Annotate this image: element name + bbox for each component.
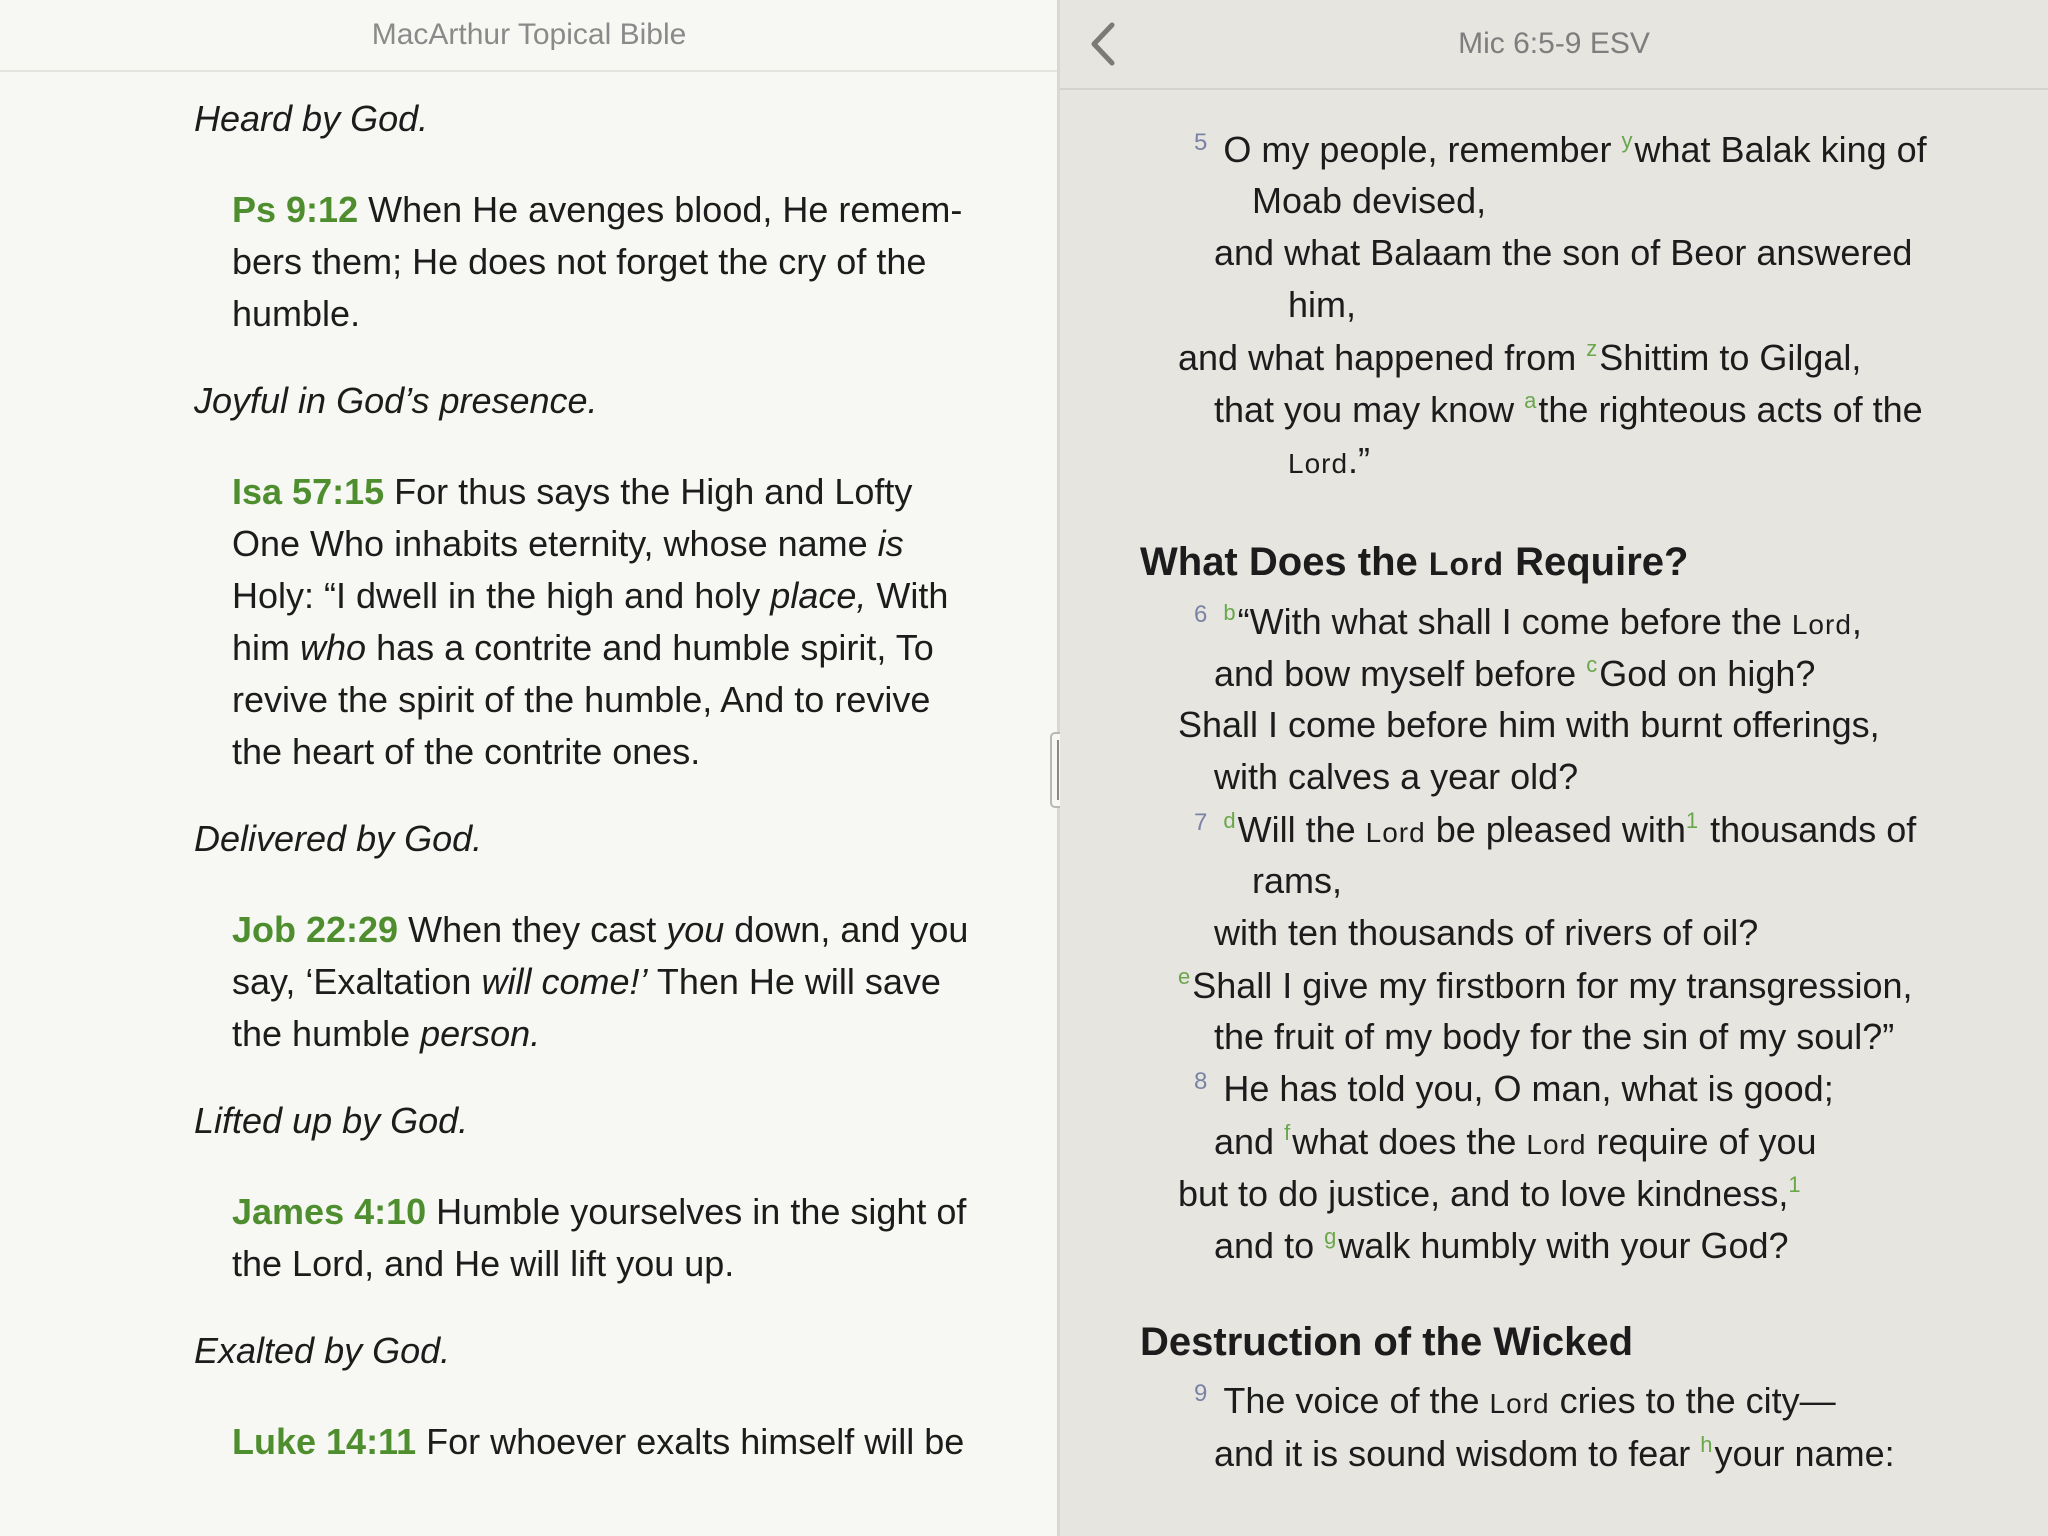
poetry-line — [1178, 336, 1861, 379]
line-text: .” — [1348, 440, 1371, 481]
poetry-line: rams, — [1252, 860, 1342, 901]
section-heading: What Does the Lord Require? — [1140, 540, 1689, 584]
cross-reference-marker[interactable]: g — [1324, 1224, 1337, 1249]
line-text: what does the — [1292, 1121, 1527, 1162]
poetry-line: and what Balaam the son of Beor answered — [1214, 232, 1913, 273]
topic-heading: Exalted by God. — [194, 1330, 451, 1371]
line-text: God on high? — [1599, 653, 1816, 694]
resource-title: MacArthur Topical Bible — [371, 18, 687, 51]
cross-reference-marker[interactable]: h — [1700, 1432, 1713, 1457]
verse-text: For whoever exalts himself will be — [426, 1421, 965, 1462]
poetry-line — [1288, 440, 1370, 482]
verse-entry — [232, 904, 972, 1060]
poetry-line — [1178, 964, 1913, 1007]
cross-reference-marker[interactable]: y — [1621, 128, 1633, 153]
footnote-marker[interactable]: 1 — [1685, 808, 1699, 833]
verse-number: 7 — [1194, 809, 1208, 836]
divine-name: Lord — [1365, 817, 1426, 848]
cross-reference-marker[interactable]: e — [1178, 964, 1191, 989]
verse-reference-link[interactable]: James 4:10 — [232, 1191, 427, 1232]
line-text: require of you — [1586, 1121, 1817, 1162]
right-pane-header — [1060, 0, 2048, 90]
line-text: walk humbly with your God? — [1338, 1225, 1789, 1266]
verse-number: 8 — [1194, 1068, 1208, 1095]
line-text: , — [1851, 601, 1862, 642]
line-text: be pleased with — [1425, 809, 1686, 850]
line-text: what Balak king of — [1634, 129, 1927, 170]
line-text: cries to the city— — [1549, 1380, 1836, 1421]
line-text: Shall I give my firstborn for my transgression, — [1192, 965, 1913, 1006]
line-text: but to do justice, and to love kindness, — [1178, 1173, 1789, 1214]
poetry-line: with calves a year old? — [1214, 756, 1579, 797]
poetry-line — [1190, 1380, 1836, 1422]
verse-text: When He avenges blood, He remem-bers them; He does not forget the cry of the humble. — [232, 189, 963, 334]
poetry-line — [1190, 808, 1916, 851]
verse-entry — [232, 184, 972, 340]
cross-reference-marker[interactable]: c — [1586, 652, 1598, 677]
verse-text: When they cast you down, and you say, ‘Exaltation will come!’ Then He will save the humble person. — [232, 909, 969, 1054]
cross-reference-marker[interactable]: b — [1223, 600, 1236, 625]
poetry-line — [1190, 128, 1927, 171]
cross-reference-marker[interactable]: z — [1586, 336, 1598, 361]
verse-reference-link[interactable]: Ps 9:12 — [232, 189, 359, 230]
line-text: and it is sound wisdom to fear — [1214, 1433, 1701, 1474]
line-text: O my people, remember — [1223, 129, 1622, 170]
line-text: thousands of — [1700, 809, 1917, 850]
verse-reference-link[interactable]: Luke 14:11 — [232, 1421, 417, 1462]
poetry-line — [1214, 388, 1923, 431]
verse-entry — [232, 1416, 972, 1468]
divine-name: Lord — [1791, 609, 1852, 640]
back-button[interactable] — [1070, 10, 1134, 78]
poetry-line — [1190, 600, 1862, 643]
poetry-line — [1214, 1224, 1789, 1267]
line-text: Shittim to Gilgal, — [1599, 337, 1862, 378]
verse-entry — [232, 1186, 972, 1290]
divine-name: Lord — [1288, 448, 1349, 479]
poetry-line — [1214, 1120, 1817, 1163]
line-text: “With what shall I come before the — [1237, 601, 1792, 642]
divine-name: Lord — [1526, 1129, 1587, 1160]
line-text: He has told you, O man, what is good; — [1223, 1068, 1834, 1109]
cross-reference-marker[interactable]: d — [1223, 808, 1236, 833]
line-text: and bow myself before — [1214, 653, 1587, 694]
poetry-line — [1190, 1068, 1834, 1110]
footnote-marker[interactable]: 1 — [1788, 1172, 1801, 1197]
line-text: your name: — [1714, 1433, 1895, 1474]
line-text: the righteous acts of the — [1538, 389, 1923, 430]
section-heading: Destruction of the Wicked — [1140, 1320, 1634, 1364]
poetry-line — [1214, 1432, 1895, 1475]
verse-entry — [232, 466, 972, 778]
chevron-left-icon — [1088, 21, 1116, 67]
line-text: and — [1214, 1121, 1285, 1162]
poetry-line — [1214, 652, 1815, 695]
verse-text: For thus says the High and Lofty One Who inhabits eternity, whose name is Holy: “I dwell in the high and holy place, With him who has a contrite and humble spirit, To revive the spirit of the humble, And to revive the heart of the contrite ones. — [232, 471, 949, 772]
divine-name: Lord — [1489, 1388, 1550, 1419]
cross-reference-marker[interactable]: a — [1524, 388, 1537, 413]
topic-heading: Joyful in God’s presence. — [194, 380, 598, 421]
cross-reference-marker[interactable]: f — [1284, 1120, 1291, 1145]
poetry-line: Moab devised, — [1252, 180, 1487, 221]
divine-name: Lord — [1428, 546, 1504, 582]
line-text: Will the — [1237, 809, 1366, 850]
line-text: that you may know — [1214, 389, 1525, 430]
topic-heading: Delivered by God. — [194, 818, 483, 859]
verse-reference-link[interactable]: Isa 57:15 — [232, 471, 385, 512]
bible-text-pane[interactable] — [1060, 0, 2048, 1536]
line-text: The voice of the — [1223, 1380, 1490, 1421]
poetry-line: the fruit of my body for the sin of my soul?” — [1214, 1016, 1895, 1057]
passage-title: Mic 6:5-9 ESV — [1458, 27, 1650, 60]
poetry-line: with ten thousands of rivers of oil? — [1214, 912, 1759, 953]
poetry-line: Shall I come before him with burnt offerings, — [1178, 704, 1880, 745]
topic-heading: Heard by God. — [194, 98, 429, 139]
verse-number: 6 — [1194, 601, 1208, 628]
left-pane-header — [0, 0, 1058, 72]
verse-number: 9 — [1194, 1380, 1208, 1407]
line-text: and what happened from — [1178, 337, 1587, 378]
verse-text: Humble yourselves in the sight of the Lord, and He will lift you up. — [232, 1191, 967, 1284]
verse-reference-link[interactable]: Job 22:29 — [232, 909, 399, 950]
topic-heading: Lifted up by God. — [194, 1100, 469, 1141]
poetry-line: him, — [1288, 284, 1357, 325]
verse-number: 5 — [1194, 129, 1208, 156]
poetry-line — [1178, 1172, 1803, 1215]
line-text: and to — [1214, 1225, 1325, 1266]
